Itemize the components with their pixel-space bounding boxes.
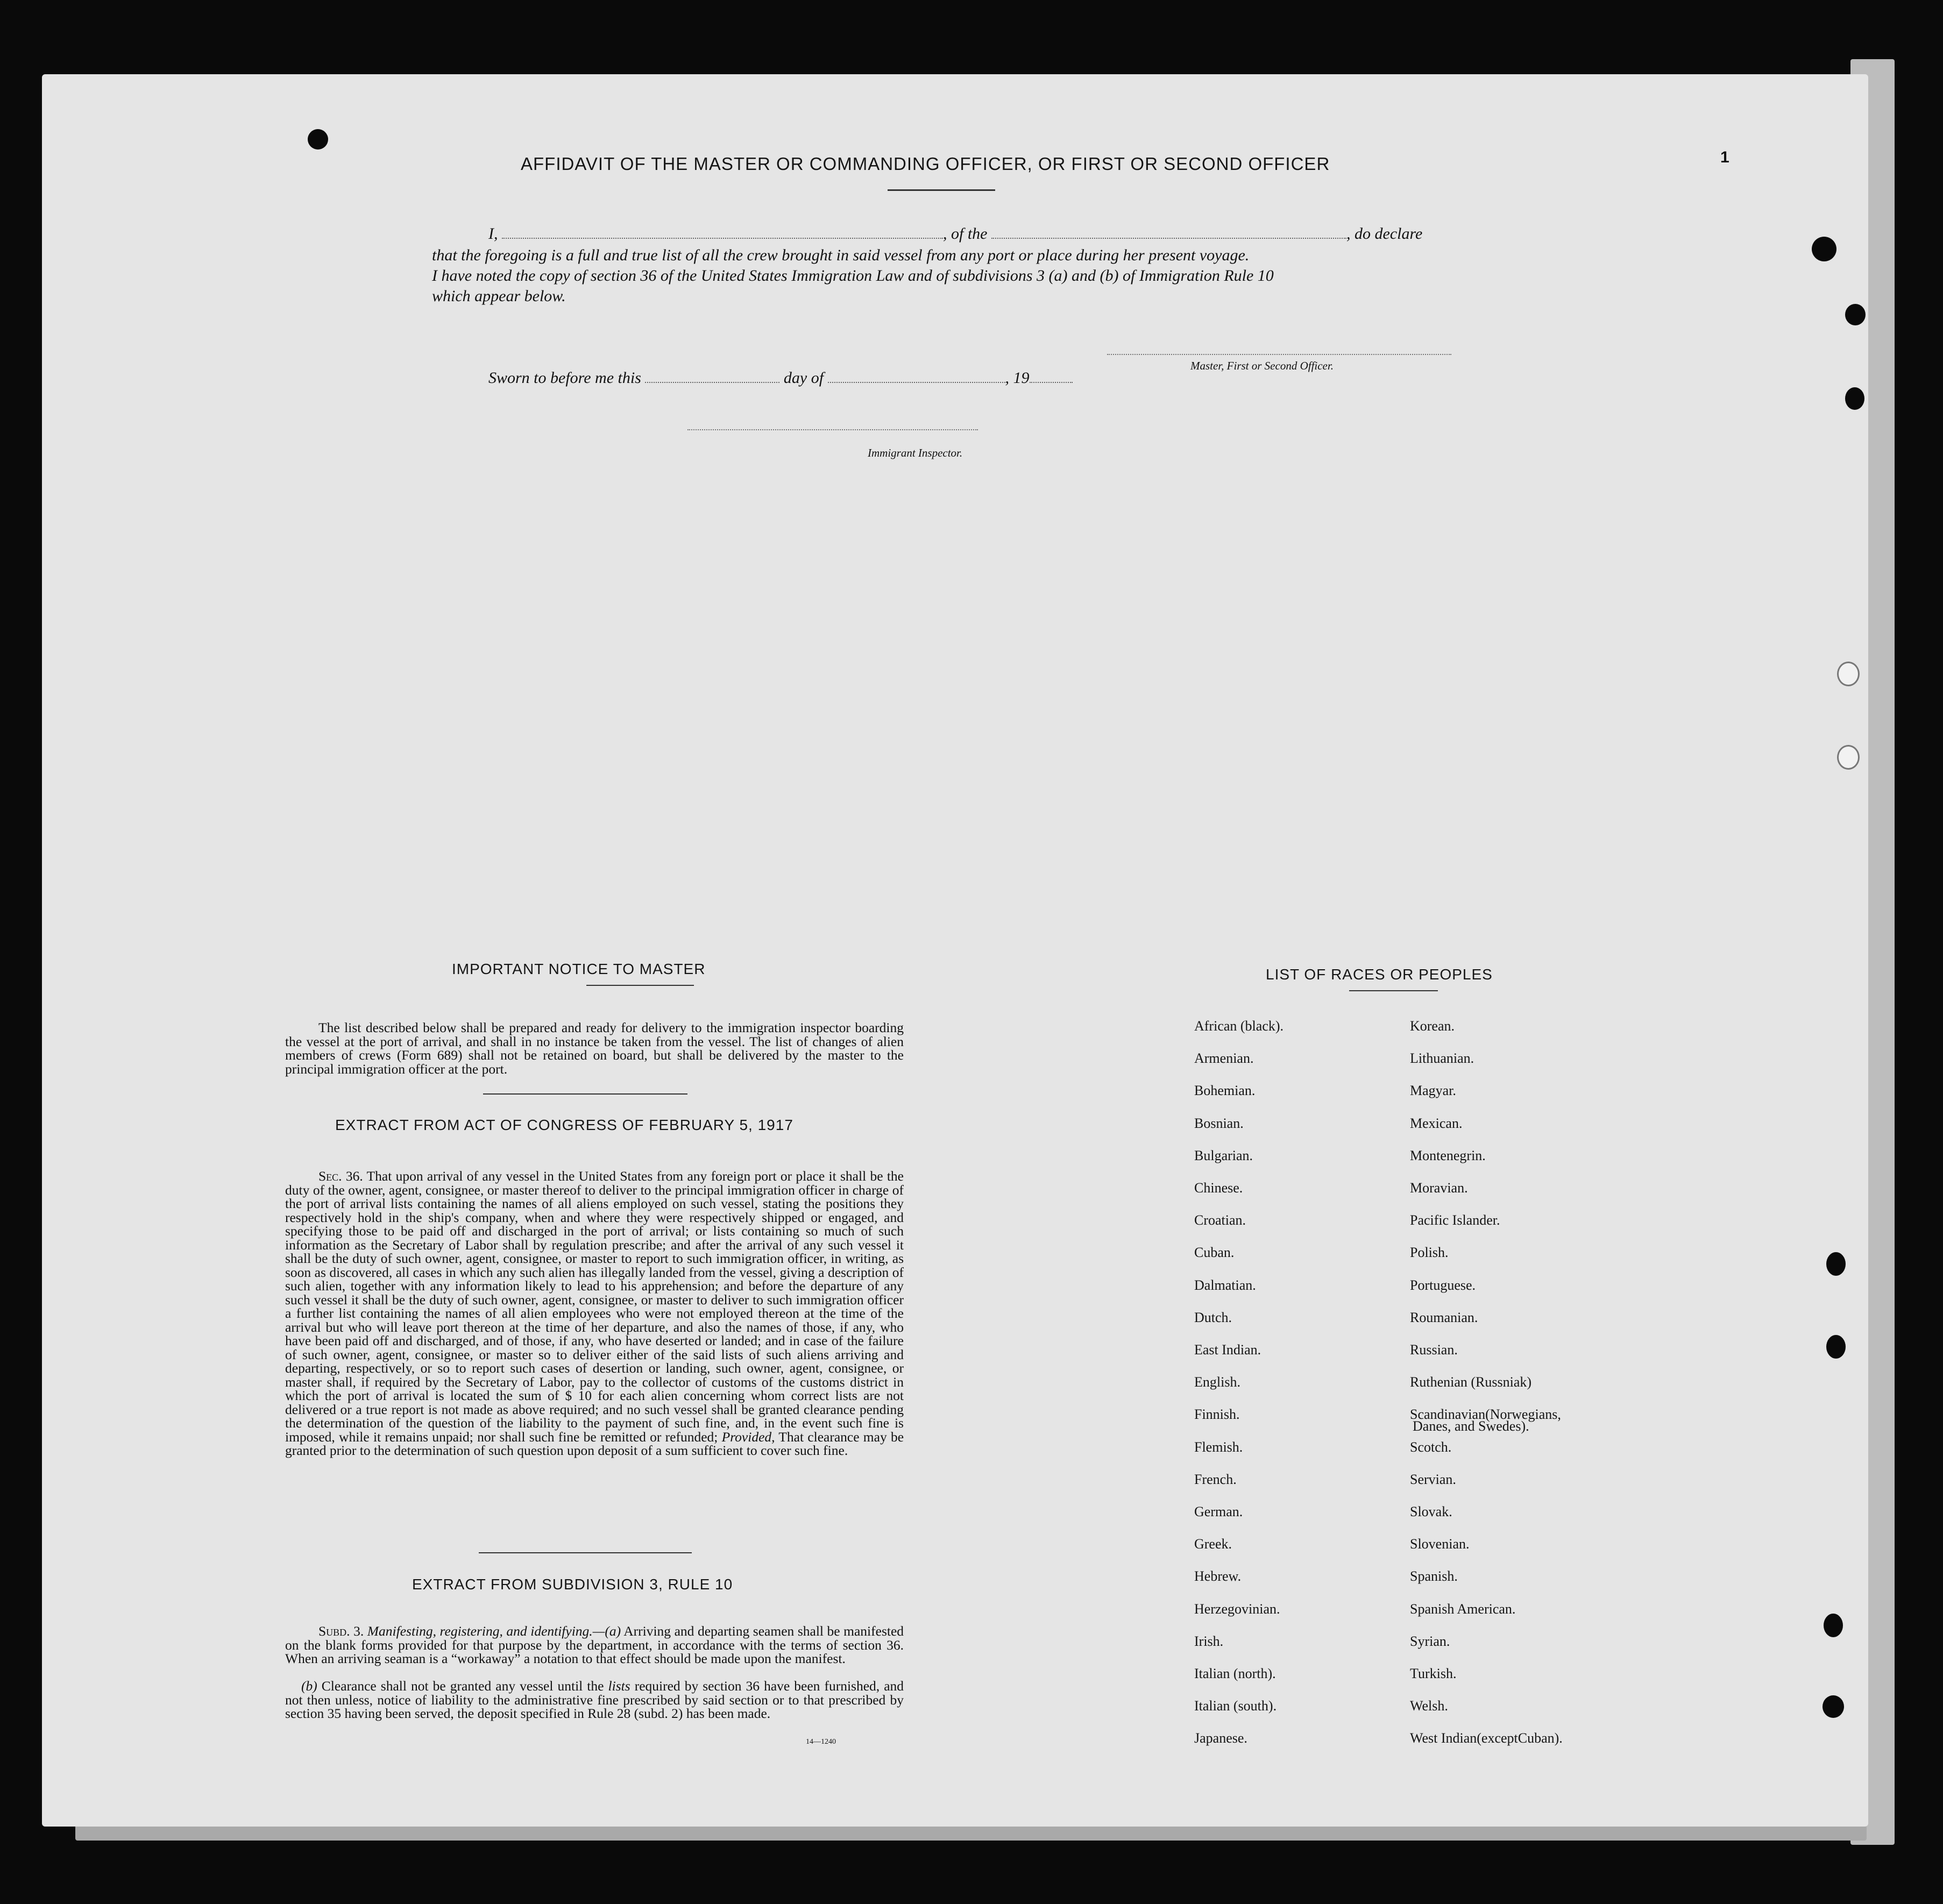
- race-item: West Indian(exceptCuban).: [1410, 1730, 1563, 1746]
- vessel-field[interactable]: [991, 238, 1346, 239]
- signature-label: Master, First or Second Officer.: [1190, 359, 1334, 372]
- race-item: Armenian.: [1194, 1050, 1254, 1067]
- races-title-rule: [1349, 990, 1438, 991]
- act-title: EXTRACT FROM ACT OF CONGRESS OF FEBRUARY 5, 1917: [335, 1117, 793, 1133]
- race-item: Slovenian.: [1410, 1536, 1470, 1552]
- race-item: Russian.: [1410, 1342, 1458, 1358]
- year-text: , 19: [1005, 369, 1030, 387]
- race-item: French.: [1194, 1471, 1237, 1487]
- signature-line[interactable]: [1107, 354, 1451, 355]
- act-provided: Provided,: [721, 1429, 775, 1445]
- race-item: Bosnian.: [1194, 1115, 1244, 1131]
- rule-body-b2: required by section 36 have been furnished, and not then unless, notice of liability to the administrative fine prescribed by said section or to that prescribed by section 35 having been served, the deposit specified in Rule 28 (subd. 2) has been made.: [285, 1678, 904, 1721]
- form-number: 14—1240: [806, 1738, 836, 1746]
- affidavit-line-2: that the foregoing is a full and true list of all the crew brought in said vessel from any port or place during her present voyage.: [432, 246, 1250, 264]
- affidavit-of-the: , of the: [943, 225, 988, 243]
- race-item: Polish.: [1410, 1245, 1449, 1261]
- race-item: Servian.: [1410, 1471, 1456, 1487]
- race-item: Greek.: [1194, 1536, 1232, 1552]
- rule-b-label: (b): [301, 1678, 317, 1694]
- race-item: English.: [1194, 1374, 1240, 1390]
- punch-hole: [1845, 387, 1864, 410]
- race-item: Cuban.: [1194, 1245, 1235, 1261]
- inspector-line[interactable]: [687, 429, 978, 430]
- act-body-end: That clearance may be granted prior to the determination of such question upon deposit of a sum sufficient to cover such fine.: [285, 1429, 904, 1458]
- race-item: Turkish.: [1410, 1666, 1457, 1681]
- punch-hole: [1824, 1614, 1843, 1637]
- rule-heading: Manifesting, registering, and identifying.—(a): [367, 1623, 621, 1639]
- sworn-text: Sworn to before me this: [488, 369, 641, 387]
- affidavit-title-rule: [888, 189, 995, 191]
- race-item: East Indian.: [1194, 1342, 1261, 1358]
- race-item: German.: [1194, 1504, 1243, 1519]
- race-item: Hebrew.: [1194, 1568, 1242, 1585]
- rule-text-a: [285, 1624, 904, 1666]
- affidavit-i: I,: [488, 225, 498, 243]
- act-sec-label: Sec. 36.: [318, 1168, 363, 1184]
- inspector-label: Immigrant Inspector.: [868, 446, 963, 459]
- race-item: Ruthenian (Russniak): [1410, 1374, 1532, 1390]
- act-text: [285, 1169, 904, 1458]
- race-item: Italian (north).: [1194, 1666, 1276, 1681]
- affidavit-line-1: [488, 225, 1422, 243]
- race-item: Portuguese.: [1410, 1277, 1476, 1293]
- name-field[interactable]: [502, 238, 943, 239]
- race-item: Welsh.: [1410, 1698, 1448, 1714]
- race-item: Dutch.: [1194, 1309, 1232, 1325]
- affidavit-title: AFFIDAVIT OF THE MASTER OR COMMANDING OFFICER, OR FIRST OR SECOND OFFICER: [521, 154, 1330, 174]
- race-item: Bohemian.: [1194, 1083, 1256, 1099]
- race-item: Japanese.: [1194, 1730, 1247, 1746]
- race-item: Bulgarian.: [1194, 1147, 1253, 1163]
- race-item: Roumanian.: [1410, 1309, 1478, 1325]
- race-item: Lithuanian.: [1410, 1050, 1474, 1067]
- race-item: Syrian.: [1410, 1633, 1450, 1649]
- rule-subd-label: Subd. 3.: [318, 1623, 364, 1639]
- notice-title: IMPORTANT NOTICE TO MASTER: [452, 961, 706, 977]
- race-item: Herzegovinian.: [1194, 1601, 1280, 1617]
- document-page: [42, 74, 1868, 1827]
- race-item: Montenegrin.: [1410, 1147, 1486, 1163]
- race-item: Scotch.: [1410, 1439, 1452, 1455]
- punch-hole: [308, 129, 328, 150]
- affidavit-do-declare: , do declare: [1346, 225, 1423, 243]
- race-item: Irish.: [1194, 1633, 1224, 1649]
- affidavit-line-4: which appear below.: [432, 287, 566, 305]
- race-item: Korean.: [1410, 1018, 1455, 1034]
- race-item: Spanish.: [1410, 1568, 1458, 1585]
- affidavit-line-3: I have noted the copy of section 36 of the United States Immigration Law and of subdivisions 3 (a) and (b) of Immigration Rule 10: [432, 267, 1274, 285]
- punch-hole: [1826, 1335, 1846, 1359]
- punch-hole: [1837, 745, 1860, 770]
- race-item: Magyar.: [1410, 1083, 1456, 1099]
- rule-title: EXTRACT FROM SUBDIVISION 3, RULE 10: [412, 1576, 733, 1593]
- punch-hole: [1837, 662, 1860, 686]
- rule-text-b: [285, 1679, 904, 1721]
- notice-text: The list described below shall be prepared and ready for delivery to the immigration inspector boarding the vessel at the port of arrival, and shall in no instance be taken from the vessel. The list of changes of alien members of crews (Form 689) shall not be retained on board, but shall be delivered by the master to the principal immigration officer at the port.: [285, 1020, 904, 1077]
- sworn-day-field[interactable]: [645, 382, 779, 383]
- rule-body-a: Arriving and departing seamen shall be manifested on the blank forms provided for that purpose by the department, in accordance with the terms of section 36. When an arriving seaman is a “workaway” a notation to that effect should be made upon the manifest.: [285, 1623, 904, 1666]
- race-item: Croatian.: [1194, 1212, 1246, 1228]
- notice-title-rule: [586, 985, 694, 986]
- day-of-text: day of: [783, 369, 824, 387]
- race-item: Moravian.: [1410, 1180, 1468, 1196]
- race-scandinavian-continuation: Danes, and Swedes).: [1413, 1418, 1529, 1434]
- punch-hole: [1845, 304, 1866, 325]
- sworn-year-field[interactable]: [1030, 382, 1073, 383]
- race-item: Italian (south).: [1194, 1698, 1277, 1714]
- punch-hole: [1826, 1252, 1846, 1276]
- races-title: LIST OF RACES OR PEOPLES: [1266, 966, 1493, 983]
- race-item: Slovak.: [1410, 1504, 1452, 1519]
- race-item: Pacific Islander.: [1410, 1212, 1500, 1228]
- rule-lists: lists: [608, 1678, 630, 1694]
- race-item: Finnish.: [1194, 1406, 1240, 1423]
- race-item: Chinese.: [1194, 1180, 1243, 1196]
- corner-mark: 1: [1720, 148, 1729, 166]
- act-divider: [479, 1552, 692, 1553]
- race-item: Flemish.: [1194, 1439, 1243, 1455]
- sworn-month-field[interactable]: [828, 382, 1005, 383]
- race-item: Dalmatian.: [1194, 1277, 1256, 1293]
- punch-hole: [1823, 1695, 1844, 1718]
- race-item: Spanish American.: [1410, 1601, 1516, 1617]
- race-item: Mexican.: [1410, 1115, 1463, 1131]
- sworn-line: [488, 369, 1073, 387]
- race-item: Scandinavian(Norwegians,: [1410, 1406, 1561, 1423]
- rule-body-b1: Clearance shall not be granted any vessel until the: [321, 1678, 604, 1694]
- notice-divider: [483, 1093, 687, 1095]
- punch-hole: [1812, 237, 1836, 261]
- act-body: That upon arrival of any vessel in the United States from any foreign port or place it shall be the duty of the owner, agent, consignee, or master thereof to deliver to the principal immigration officer in charge of the port of arrival lists containing the names of all aliens employed on such vessel, stating the positions they respectively hold in the ship's company, when and where they were respectively shipped or engaged, and specifying those to be paid off and discharged in the port of arrival; or lists containing so much of such information as the Secretary of Labor shall by regulation prescribe; and after the arrival of any such vessel it shall be the duty of such owner, agent, consignee, or master to report to such immigration officer, in writing, as soon as discovered, all cases in which any such alien has illegally landed from the vessel, giving a description of such alien, together with any information likely to lead to his apprehension; and before the departure of any such vessel it shall be the duty of such owner, agent, consignee, or master to deliver to such immigration officer a further list containing the names of all alien employees who were not employed thereon at the time of the arrival but who will leave port thereon at the time of her departure, and also the names of those, if any, who have been paid off and discharged, and of those, if any, who have deserted or landed; and in case of the failure of such owner, agent, consignee, or master so to deliver either of the said lists of such aliens arriving and departing, respectively, or so to report such cases of desertion or landing, such owner, agent, consignee, or master shall, if required by the Secretary of Labor, pay to the collector of customs of the customs district in which the port of arrival is located the sum of $ 10 for each alien concerning whom correct lists are not delivered or a true report is not made as above required; and no such vessel shall be granted clearance pending the determination of the question of the liability to the payment of such fine, and, in the event such fine is imposed, while it remains unpaid; nor shall such fine be remitted or refunded;: [285, 1168, 904, 1445]
- race-item: African (black).: [1194, 1018, 1284, 1034]
